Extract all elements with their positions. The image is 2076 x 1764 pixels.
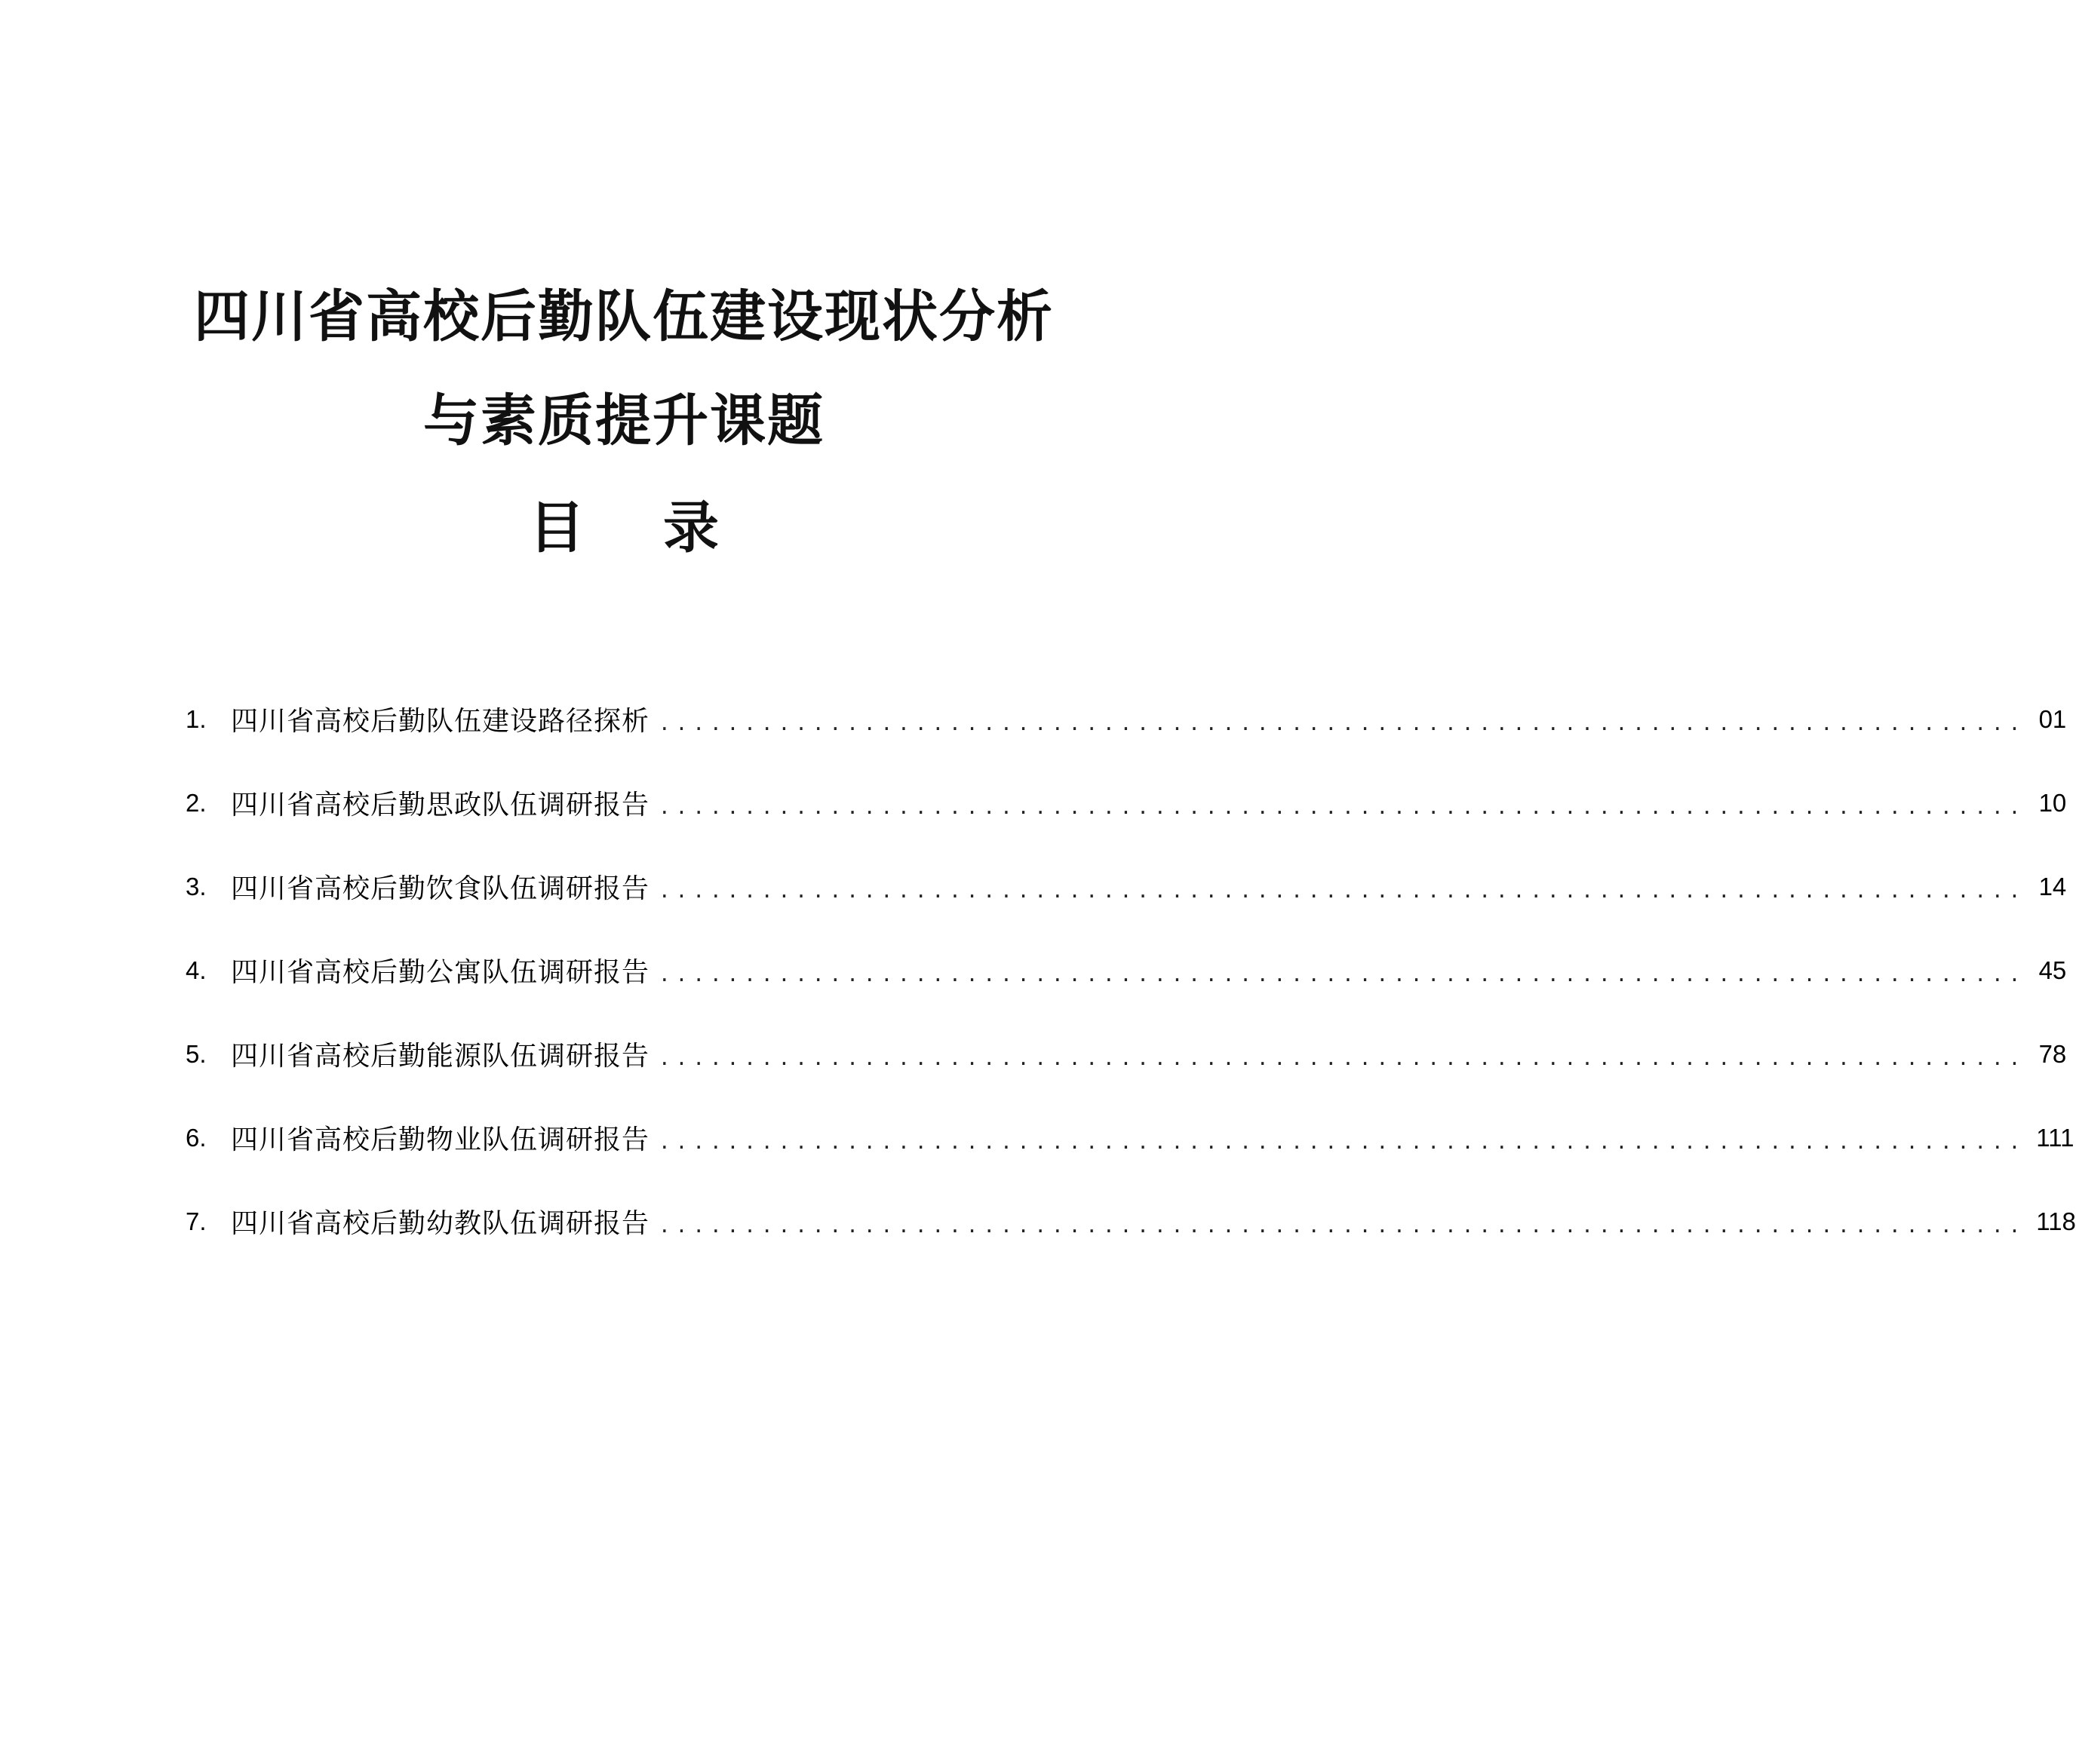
toc-entry-number: 7. <box>186 1207 207 1235</box>
toc-entry-title: 四川省高校后勤队伍建设路径探析 <box>231 706 650 737</box>
toc-entry-number: 1. <box>186 704 207 733</box>
toc-dot-leader: ................................................................................ <box>659 1130 2026 1154</box>
toc-entry-title: 四川省高校后勤物业队伍调研报告 <box>231 1124 650 1155</box>
toc-entry-title: 四川省高校后勤思政队伍调研报告 <box>231 790 650 821</box>
toc-entry-number: 3. <box>186 872 207 900</box>
toc-heading-char-1: 目 <box>529 495 585 560</box>
document-title-line-2: 与素质提升课题 <box>423 388 825 453</box>
toc-dot-leader: ................................................................................ <box>659 1214 2026 1238</box>
toc-entry-title: 四川省高校后勤饮食队伍调研报告 <box>231 873 650 904</box>
toc-entry-title: 四川省高校后勤幼教队伍调研报告 <box>231 1208 650 1239</box>
toc-entry-number: 4. <box>186 956 207 984</box>
toc-entry-page: 111 <box>2036 1123 2074 1152</box>
toc-entry[interactable] <box>186 928 2067 1012</box>
table-of-contents <box>186 677 2076 1263</box>
toc-entry-page: 78 <box>2038 1039 2067 1068</box>
toc-entry-title: 四川省高校后勤公寓队伍调研报告 <box>231 957 650 988</box>
toc-dot-leader: ................................................................................ <box>659 963 2026 986</box>
toc-dot-leader: ................................................................................ <box>659 712 2026 735</box>
toc-entry[interactable] <box>186 845 2067 928</box>
toc-entry-number: 6. <box>186 1123 207 1152</box>
toc-entry-title: 四川省高校后勤能源队伍调研报告 <box>231 1041 650 1072</box>
toc-heading <box>0 490 1248 566</box>
toc-entry[interactable] <box>186 1096 2074 1180</box>
toc-entry[interactable] <box>186 1180 2076 1263</box>
toc-dot-leader: ................................................................................ <box>659 796 2026 819</box>
toc-entry[interactable] <box>186 761 2067 845</box>
toc-entry[interactable] <box>186 1012 2067 1096</box>
toc-entry-page: 01 <box>2038 704 2067 733</box>
document-title-line-1: 四川省高校后勤队伍建设现状分析 <box>194 284 1054 349</box>
toc-entry-page: 118 <box>2036 1207 2076 1235</box>
toc-entry-page: 45 <box>2038 956 2067 984</box>
toc-entry[interactable] <box>186 677 2067 761</box>
toc-entry-page: 10 <box>2038 788 2067 817</box>
toc-dot-leader: ................................................................................ <box>659 879 2026 903</box>
toc-entry-number: 5. <box>186 1039 207 1068</box>
toc-entry-page: 14 <box>2038 872 2067 900</box>
toc-heading-char-2: 录 <box>663 495 719 560</box>
toc-entry-number: 2. <box>186 788 207 817</box>
toc-dot-leader: ................................................................................ <box>659 1047 2026 1070</box>
